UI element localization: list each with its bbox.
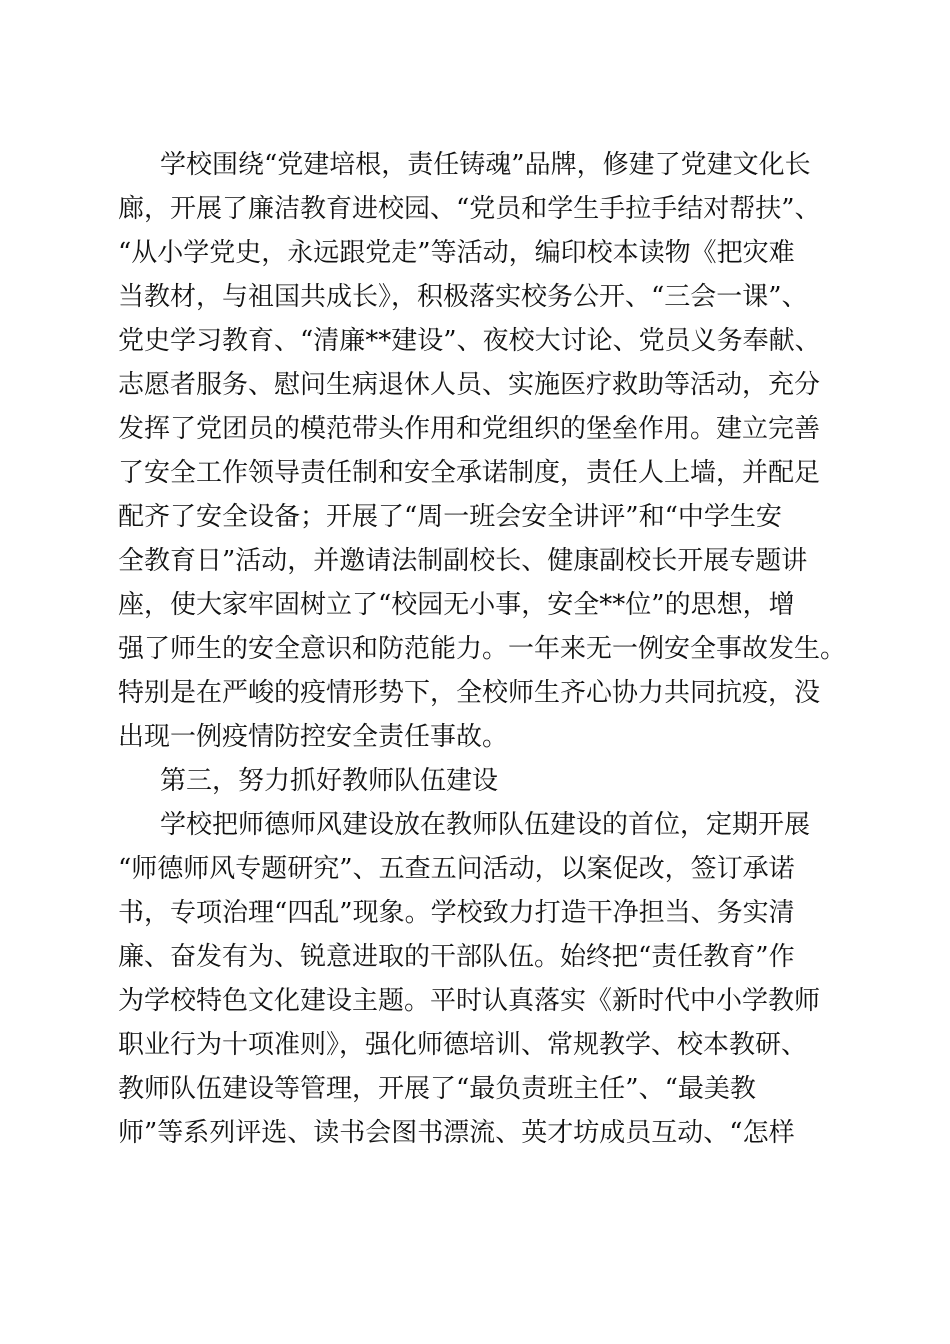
line-text: 特别是在严峻的疫情形势下，全校师生齐心协力共同抗疫，没	[118, 678, 821, 708]
paragraph-1-line-10	[0, 539, 950, 583]
paragraph-2-line-3	[0, 891, 950, 935]
paragraph-1-line-6	[0, 363, 950, 407]
paragraph-1-line-1	[0, 143, 950, 187]
paragraph-1-line-9	[0, 495, 950, 539]
section-heading-text: 第三，努力抓好教师队伍建设	[160, 766, 499, 796]
paragraph-2-line-6	[0, 1023, 950, 1067]
paragraph-2-line-1	[0, 803, 950, 847]
paragraph-2-line-4	[0, 935, 950, 979]
line-text: 教师队伍建设等管理，开展了“最负责班主任”、“最美教	[118, 1074, 756, 1104]
line-text: 座，使大家牢固树立了“校园无小事，安全**位”的思想，增	[118, 590, 795, 620]
paragraph-1-line-2	[0, 187, 950, 231]
paragraph-1-line-5	[0, 319, 950, 363]
paragraph-2-line-2	[0, 847, 950, 891]
line-text: 强了师生的安全意识和防范能力。一年来无一例安全事故发生。	[118, 634, 847, 664]
line-text: 学校把师德师风建设放在教师队伍建设的首位，定期开展	[160, 810, 811, 840]
line-text: 发挥了党团员的模范带头作用和党组织的堡垒作用。建立完善	[118, 414, 821, 444]
line-text: 师”等系列评选、读书会图书漂流、英才坊成员互动、“怎样	[118, 1118, 795, 1148]
line-text: 当教材，与祖国共成长》，积极落实校务公开、“三会一课”、	[118, 282, 808, 312]
paragraph-2-line-5	[0, 979, 950, 1023]
line-text: “师德师风专题研究”、五查五问活动，以案促改，签订承诺	[118, 854, 795, 884]
paragraph-1-line-11	[0, 583, 950, 627]
line-text: 为学校特色文化建设主题。平时认真落实《新时代中小学教师	[118, 986, 821, 1016]
paragraph-1-line-7	[0, 407, 950, 451]
line-text: 书，专项治理“四乱”现象。学校致力打造干净担当、务实清	[118, 898, 795, 928]
line-text: 职业行为十项准则》，强化师德培训、常规教学、校本教研、	[118, 1030, 808, 1060]
line-text: 志愿者服务、慰问生病退休人员、实施医疗救助等活动，充分	[118, 370, 821, 400]
paragraph-2-line-8	[0, 1111, 950, 1155]
paragraph-2-line-7	[0, 1067, 950, 1111]
paragraph-1-line-12	[0, 627, 950, 671]
line-text: “从小学党史，永远跟党走”等活动，编印校本读物《把灾难	[118, 238, 795, 268]
line-text: 党史学习教育、“清廉**建设”、夜校大讨论、党员义务奉献、	[118, 326, 821, 356]
line-text: 了安全工作领导责任制和安全承诺制度，责任人上墙，并配足	[118, 458, 821, 488]
section-heading	[0, 759, 950, 803]
paragraph-1-line-8	[0, 451, 950, 495]
line-text: 廉、奋发有为、锐意进取的干部队伍。始终把“责任教育”作	[118, 942, 795, 972]
paragraph-1-line-14	[0, 715, 950, 759]
paragraph-1-line-13	[0, 671, 950, 715]
paragraph-1-line-3	[0, 231, 950, 275]
line-text: 出现一例疫情防控安全责任事故。	[118, 722, 509, 752]
line-text: 学校围绕“党建培根，责任铸魂”品牌，修建了党建文化长	[160, 150, 811, 180]
line-text: 全教育日”活动，并邀请法制副校长、健康副校长开展专题讲	[118, 546, 808, 576]
line-text: 配齐了安全设备；开展了“周一班会安全讲评”和“中学生安	[118, 502, 782, 532]
paragraph-1-line-4	[0, 275, 950, 319]
line-text: 廊，开展了廉洁教育进校园、“党员和学生手拉手结对帮扶”、	[118, 194, 821, 224]
